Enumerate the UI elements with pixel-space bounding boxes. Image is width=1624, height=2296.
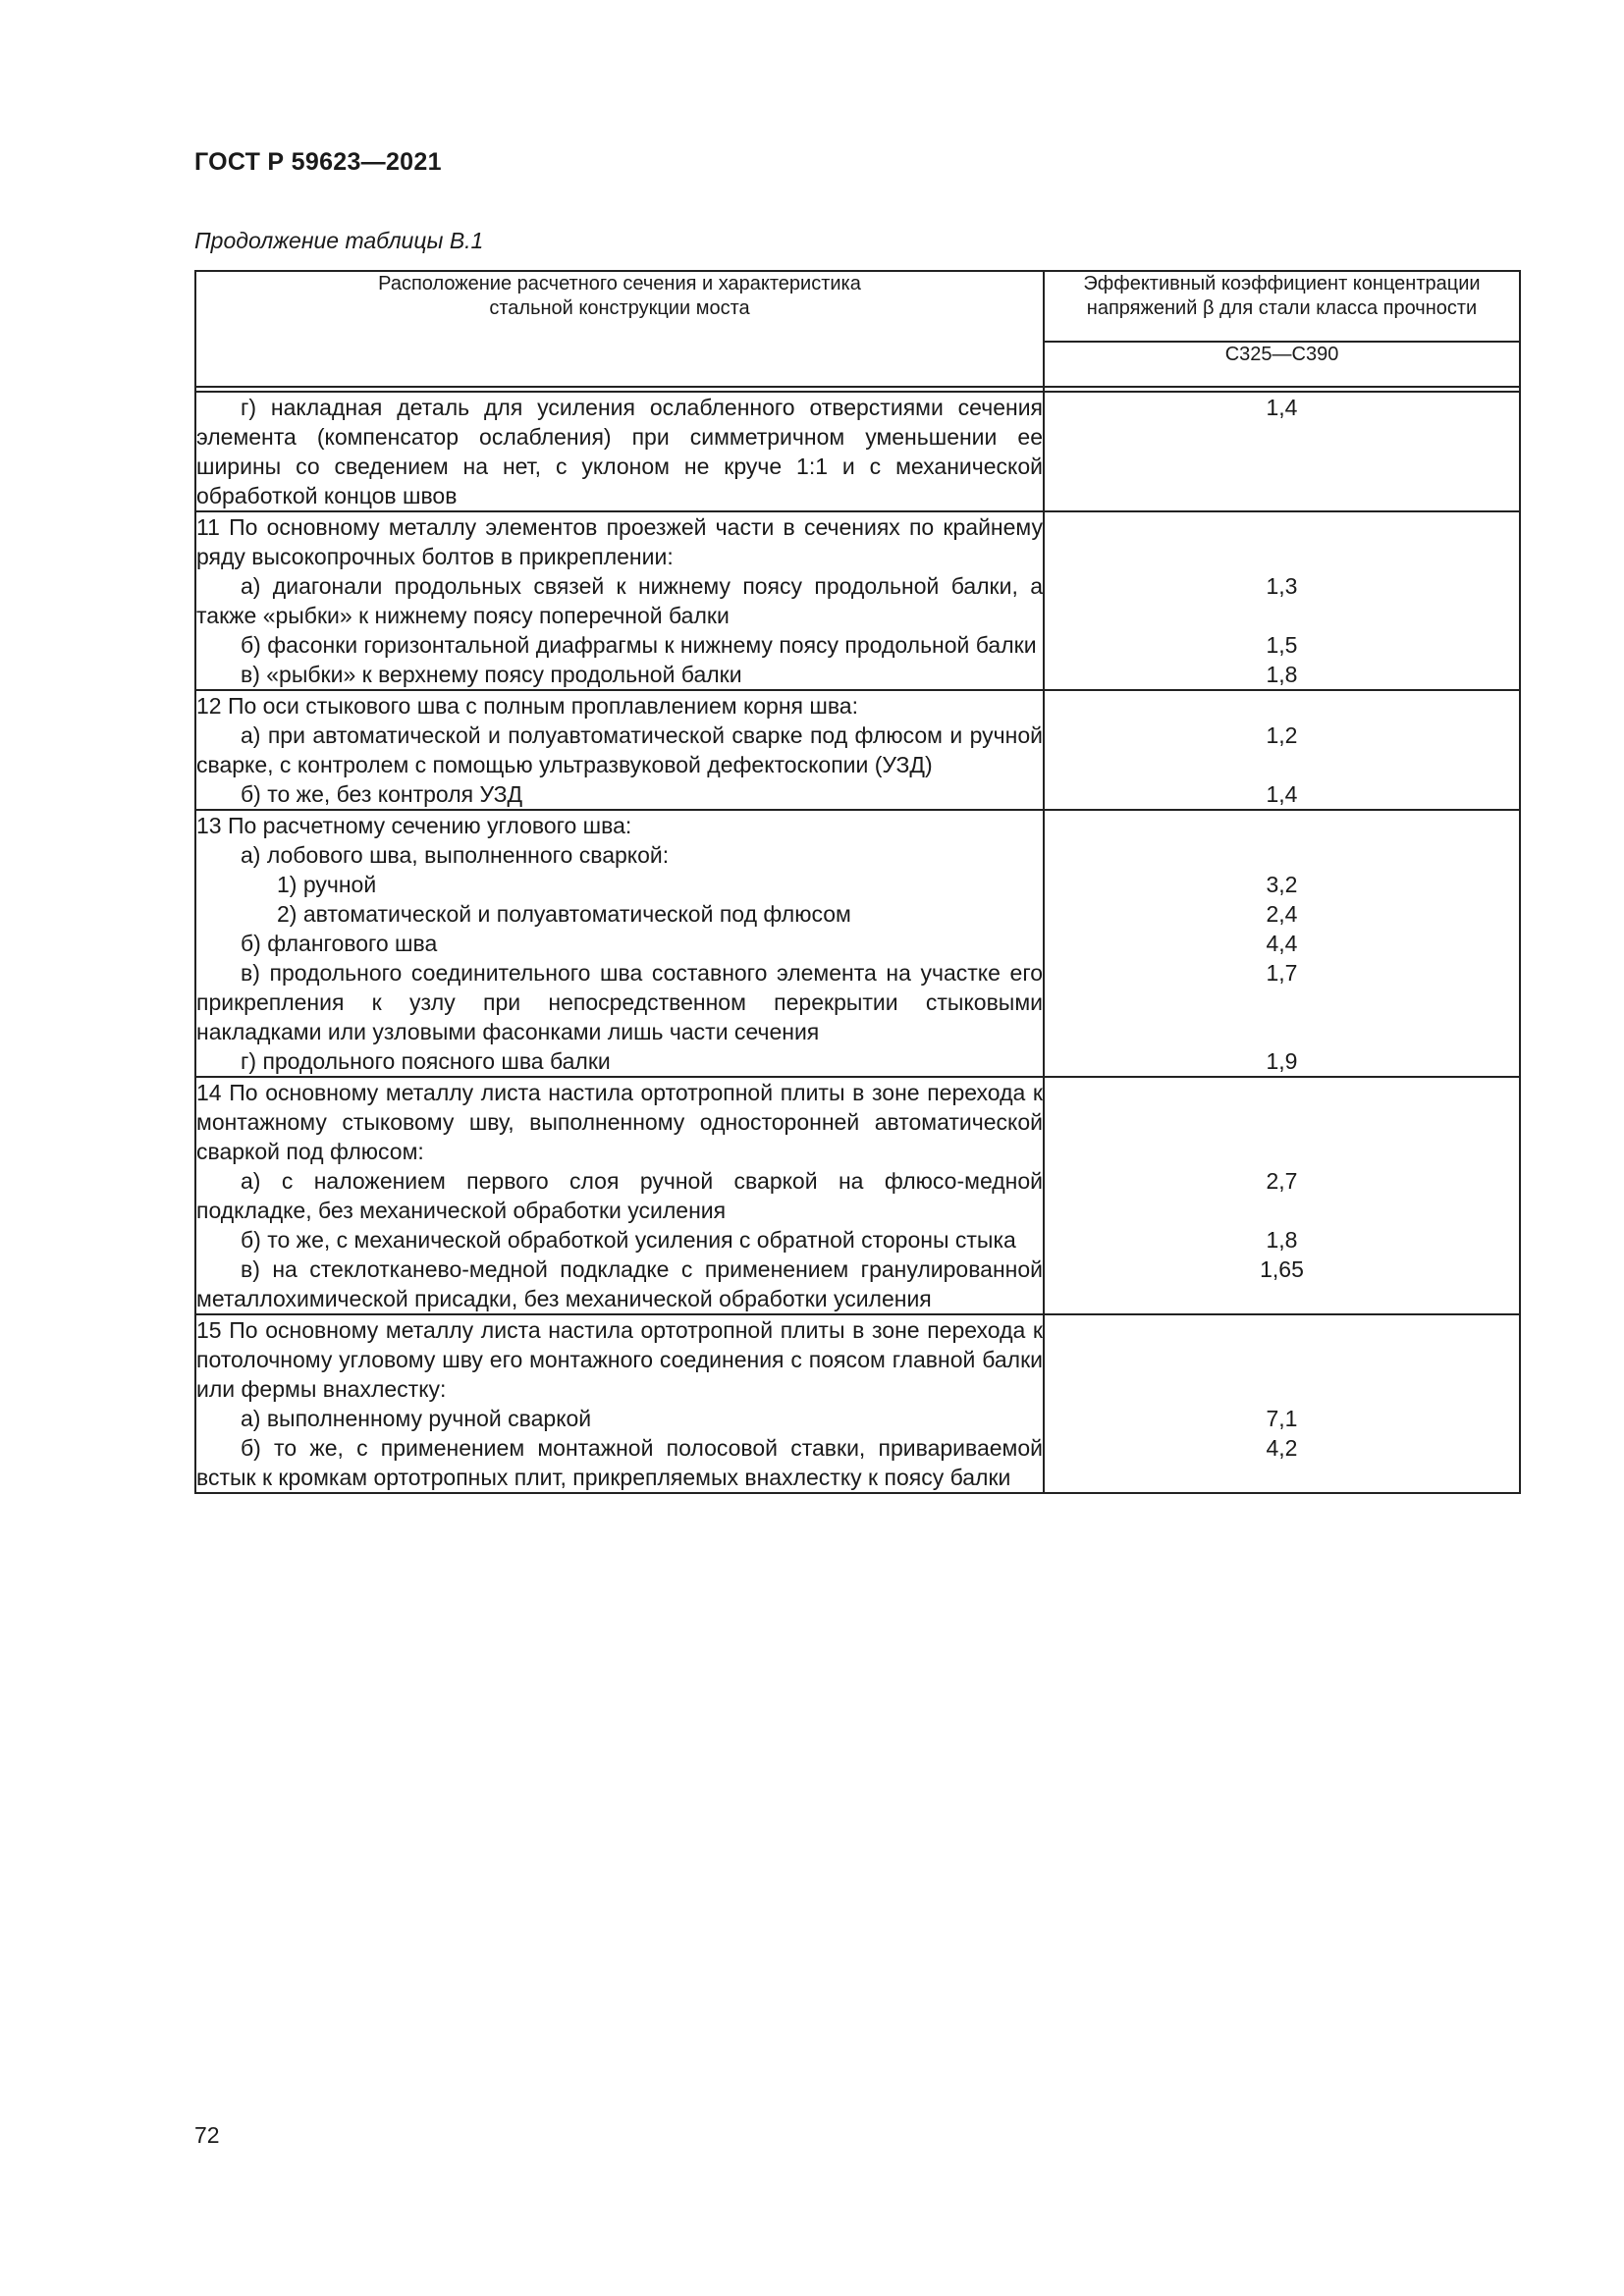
row-description: г) продольного поясного шва балки [195,1046,1044,1077]
row-value: 1,4 [1044,392,1520,511]
table-row [195,1166,1520,1225]
table-row [195,840,1520,870]
row-value: 1,9 [1044,1046,1520,1077]
row-description: 13 По расчетному сечению углового шва: [195,810,1044,840]
table-caption: Продолжение таблицы В.1 [194,228,484,253]
row-description: а) при автоматической и полуавтоматической сварке под флюсом и ручной сварке, с контролем с помощью ультразвуковой дефектоскопии (УЗД) [196,722,1043,777]
column-header-description: Расположение расчетного сечения и характеристика стальной конструкции моста [195,271,1044,387]
row-description: а) диагонали продольных связей к нижнему поясу продольной балки, а также «рыбки» к нижнему поясу поперечной балки [196,573,1043,628]
table-row [195,870,1520,899]
table-row [195,660,1520,690]
row-description: б) то же, с применением монтажной полосовой ставки, привариваемой встык к кромкам ортотропных плит, прикрепляемых внахлестку к поясу балки [195,1433,1044,1493]
row-value [1044,810,1520,840]
table-row [195,690,1520,721]
table-row [195,392,1520,511]
row-description: в) на стеклотканево-медной подкладке с применением гранулированной металлохимической присадки, без механической обработки усиления [195,1255,1044,1314]
row-value [1044,840,1520,870]
row-description: б) то же, с механической обработкой усиления с обратной стороны стыка [195,1225,1044,1255]
row-value: 4,2 [1044,1433,1520,1493]
column-header-coefficient: Эффективный коэффициент концентрации напряжений β для стали класса прочности [1044,271,1520,342]
table-row [195,1255,1520,1314]
row-description: в) продольного соединительного шва составного элемента на участке его прикрепления к узлу при непосредственном перекрытии стыковыми накладками или узловыми фасонками лишь части сечения [196,960,1043,1044]
row-description: г) накладная деталь для усиления ослабленного отверстиями сечения элемента (компенсатор ослабления) при симметричном уменьшении ее ширины со сведением на нет, с уклоном не круче 1:1 и с механической обработкой концов швов [195,392,1044,511]
page-number: 72 [194,2122,220,2148]
column-header-steel-class: С325—С390 [1044,342,1520,387]
row-description: 12 По оси стыкового шва с полным проплавлением корня шва: [195,690,1044,721]
row-value: 3,2 [1044,870,1520,899]
row-value: 1,8 [1044,1225,1520,1255]
table-row [195,1225,1520,1255]
row-description: а) лобового шва, выполненного сваркой: [195,840,1044,870]
row-value: 7,1 [1044,1404,1520,1433]
row-value: 1,8 [1044,660,1520,690]
table-row [195,1314,1520,1404]
row-description: б) фасонки горизонтальной диафрагмы к нижнему поясу продольной балки [195,630,1044,660]
row-value: 4,4 [1044,929,1520,958]
table-row [195,958,1520,1046]
row-description: б) флангового шва [195,929,1044,958]
table-row [195,810,1520,840]
row-description: 2) автоматической и полуавтоматической под флюсом [195,899,1044,929]
row-description: а) с наложением первого слоя ручной сваркой на флюсо-медной подкладке, без механической обработки усиления [196,1168,1043,1223]
row-description: а) выполненному ручной сваркой [195,1404,1044,1433]
table-row [195,1077,1520,1166]
row-description: 14 По основному металлу листа настила ортотропной плиты в зоне перехода к монтажному стыковому шву, выполненному односторонней автоматической сваркой под флюсом: [195,1077,1044,1166]
row-value: 2,4 [1044,899,1520,929]
row-value: 1,65 [1044,1255,1520,1314]
row-value: 1,5 [1044,630,1520,660]
table-row [195,779,1520,810]
row-value [1044,1314,1520,1404]
table-row [195,630,1520,660]
row-description: б) то же, без контроля УЗД [195,779,1044,810]
table-row [195,721,1520,779]
row-value: 2,7 [1044,1166,1520,1225]
row-description: 15 По основному металлу листа настила ортотропной плиты в зоне перехода к потолочному угловому шву его монтажного соединения с поясом главной балки или фермы внахлестку: [195,1314,1044,1404]
table-row [195,511,1520,571]
row-description: 1) ручной [195,870,1044,899]
table-row [195,899,1520,929]
row-value [1044,690,1520,721]
table-row [195,1433,1520,1493]
row-description: 11 По основному металлу элементов проезжей части в сечениях по крайнему ряду высокопрочных болтов в прикреплении: [195,511,1044,571]
table-row [195,1046,1520,1077]
row-value: 1,3 [1044,571,1520,630]
document-header-title: ГОСТ Р 59623—2021 [194,148,442,176]
row-value [1044,1077,1520,1166]
row-value: 1,4 [1044,779,1520,810]
table-row [195,1404,1520,1433]
row-description: в) «рыбки» к верхнему поясу продольной балки [195,660,1044,690]
row-value [1044,511,1520,571]
table-row [195,929,1520,958]
coefficient-table [194,270,1521,1494]
table-row [195,571,1520,630]
row-value: 1,2 [1044,721,1520,779]
row-value: 1,7 [1044,958,1520,1046]
